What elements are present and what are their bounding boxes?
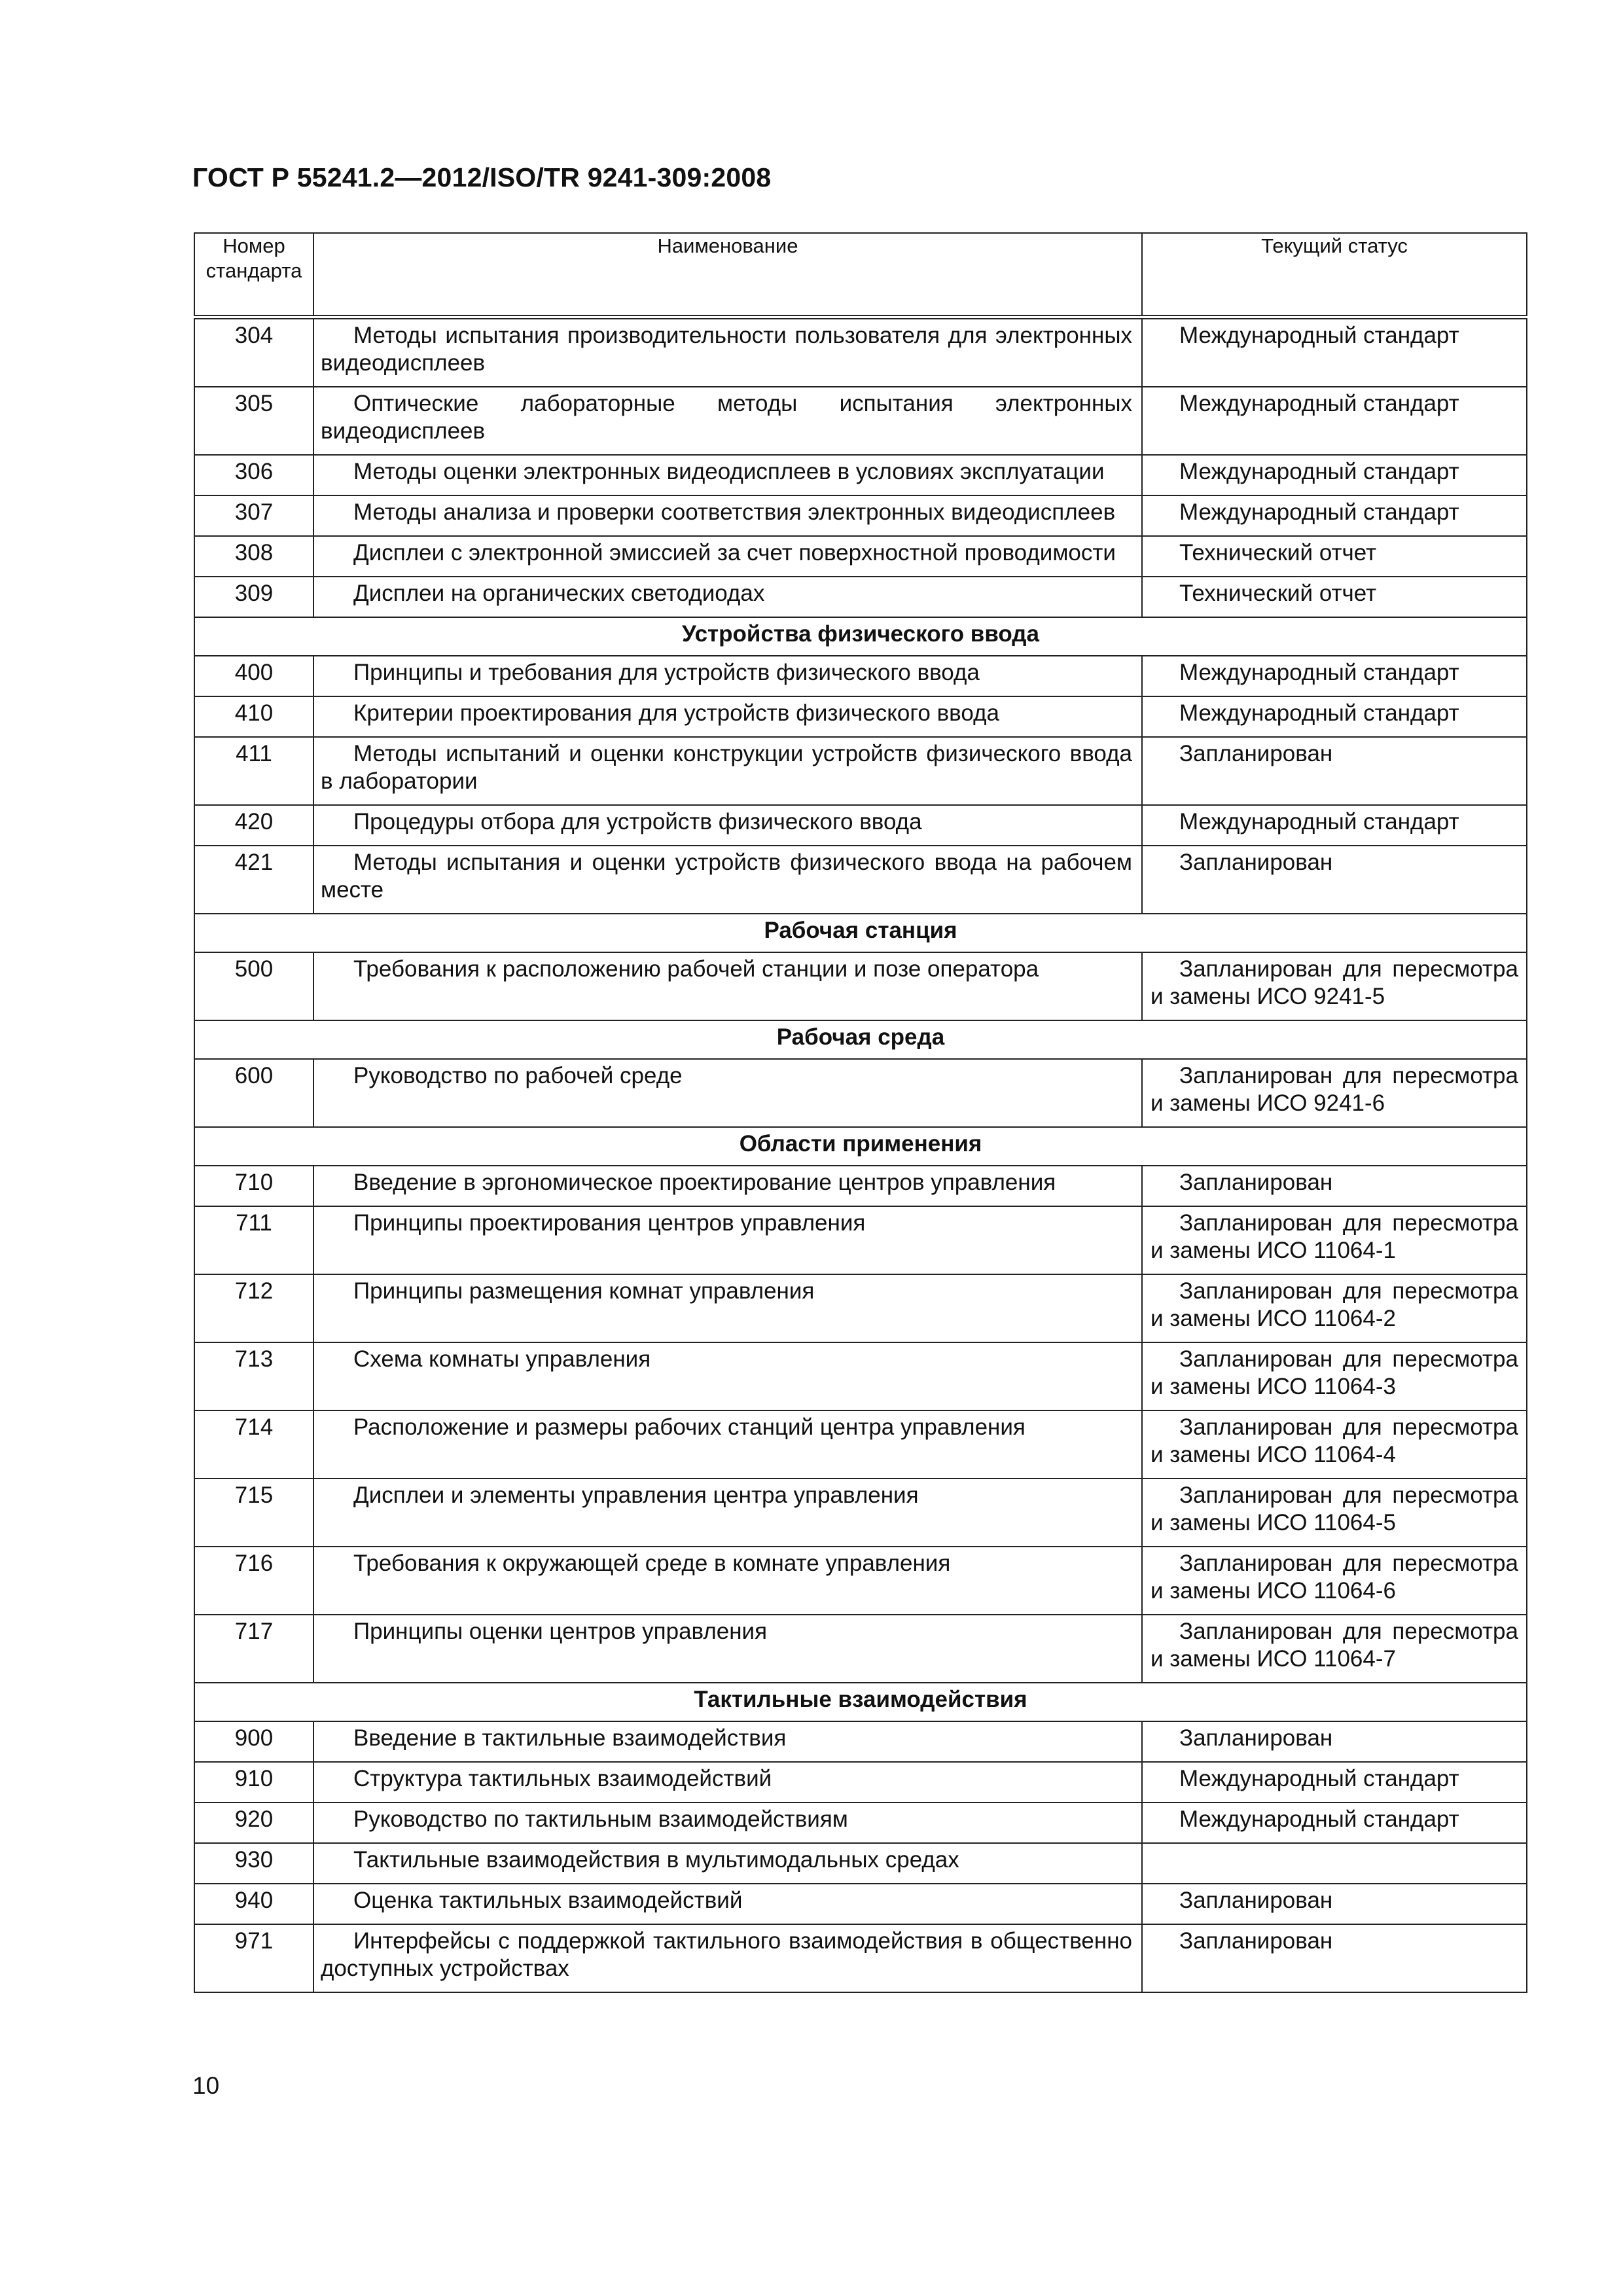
page-number: 10 [192,2072,220,2099]
standard-status-text: Запланирован [1179,850,1333,875]
section-title: Области применения [194,1127,1527,1166]
standard-status-text: Международный стандарт [1179,391,1459,416]
table-row [194,1884,1527,1924]
table-row [194,1206,1527,1274]
standard-status [1142,495,1527,536]
standard-status-text: Запланирован [1179,741,1333,766]
standard-name [313,1843,1142,1884]
standard-name-text: Принципы оценки центров управления [353,1619,768,1644]
standard-status [1142,1924,1527,1992]
standard-number: 421 [194,846,313,914]
standard-name [313,1410,1142,1479]
standard-status [1142,455,1527,495]
group-applications [194,1166,1527,1683]
standard-status [1142,1615,1527,1683]
table-row [194,1803,1527,1843]
standard-status [1142,1274,1527,1342]
standard-status [1142,577,1527,617]
standard-name-text: Тактильные взаимодействия в мультимодальных средах [353,1847,959,1873]
standard-status [1142,1206,1527,1274]
table-row [194,696,1527,737]
section-workstation [194,914,1527,952]
standard-number: 410 [194,696,313,737]
standard-status [1142,317,1527,387]
standard-status [1142,1342,1527,1410]
table-row [194,1924,1527,1992]
standard-status [1142,536,1527,577]
section-row [194,914,1527,952]
standard-name [313,1166,1142,1206]
standard-status-text: Запланирован для пересмотра и замены ИСО 11064-7 [1150,1619,1518,1672]
standard-name-text: Методы оценки электронных видеодисплеев в условиях эксплуатации [353,459,1105,484]
standard-number: 716 [194,1547,313,1615]
standard-status [1142,656,1527,696]
standard-name-text: Требования к окружающей среде в комнате управления [353,1551,951,1576]
standard-number: 710 [194,1166,313,1206]
table-row [194,1762,1527,1803]
table-row [194,1059,1527,1127]
standard-name-text: Введение в тактильные взаимодействия [353,1725,787,1751]
standard-name [313,737,1142,805]
group-environment [194,1059,1527,1127]
standard-status-text: Запланирован для пересмотра и замены ИСО 11064-6 [1150,1551,1518,1604]
table-row [194,1721,1527,1762]
standard-status [1142,1547,1527,1615]
standard-name [313,455,1142,495]
standard-name [313,1479,1142,1547]
standard-status-text: Запланирован для пересмотра и замены ИСО 11064-5 [1150,1482,1518,1535]
group-displays [194,317,1527,618]
standard-name [313,1274,1142,1342]
standard-status [1142,1762,1527,1803]
standard-name [313,1547,1142,1615]
table-row [194,1274,1527,1342]
standard-name-text: Принципы и требования для устройств физического ввода [353,660,980,685]
standard-status [1142,1479,1527,1547]
standard-name-text: Дисплеи с электронной эмиссией за счет поверхностной проводимости [353,540,1116,565]
standard-name [313,846,1142,914]
standard-number: 500 [194,952,313,1020]
standard-number: 309 [194,577,313,617]
standard-name-text: Методы испытания и оценки устройств физического ввода на рабочем месте [321,850,1132,903]
standard-status-text: Международный стандарт [1179,809,1459,834]
standard-name [313,656,1142,696]
table-row [194,455,1527,495]
standard-status-text: Международный стандарт [1179,459,1459,484]
standard-status-text: Международный стандарт [1179,660,1459,685]
standards-table [194,232,1527,1993]
standard-name [313,1884,1142,1924]
standard-status-text: Международный стандарт [1179,1806,1459,1832]
table-row [194,317,1527,387]
standard-status-text: Международный стандарт [1179,499,1459,525]
standard-status-text: Международный стандарт [1179,323,1459,348]
standard-status [1142,737,1527,805]
standard-status-text: Технический отчет [1179,540,1377,565]
standard-status [1142,1803,1527,1843]
standard-status [1142,1059,1527,1127]
standard-number: 930 [194,1843,313,1884]
standard-name-text: Дисплеи и элементы управления центра управления [353,1482,919,1508]
standard-status-text: Международный стандарт [1179,700,1459,726]
standard-name [313,577,1142,617]
standard-status [1142,1884,1527,1924]
section-title: Рабочая станция [194,914,1527,952]
standard-status-text: Запланирован [1179,1928,1333,1954]
group-input-devices [194,656,1527,914]
table-row [194,387,1527,455]
standard-number: 713 [194,1342,313,1410]
section-row [194,1127,1527,1166]
standard-status-text: Запланирован [1179,1888,1333,1913]
standard-name [313,1615,1142,1683]
standard-number: 306 [194,455,313,495]
standard-name-text: Принципы размещения комнат управления [353,1278,815,1304]
section-applications [194,1127,1527,1166]
standard-name-text: Структура тактильных взаимодействий [353,1766,772,1791]
standard-name-text: Схема комнаты управления [353,1346,651,1372]
table-row [194,952,1527,1020]
header-status: Текущий статус [1142,233,1527,317]
table-row [194,1166,1527,1206]
standard-name-text: Введение в эргономическое проектирование центров управления [353,1170,1056,1195]
standard-number: 305 [194,387,313,455]
standard-name [313,495,1142,536]
standard-name-text: Интерфейсы с поддержкой тактильного взаимодействия в общественно доступных устройствах [321,1928,1132,1981]
standard-status [1142,1843,1527,1884]
standard-number: 715 [194,1479,313,1547]
standard-name [313,805,1142,846]
standard-number: 940 [194,1884,313,1924]
standard-number: 910 [194,1762,313,1803]
standard-status [1142,1166,1527,1206]
standard-status [1142,387,1527,455]
section-input-devices [194,617,1527,656]
standard-number: 400 [194,656,313,696]
standard-name-text: Дисплеи на органических светодиодах [353,581,765,606]
group-haptic [194,1721,1527,1992]
standard-number: 308 [194,536,313,577]
section-title: Устройства физического ввода [194,617,1527,656]
table-row [194,577,1527,617]
standard-status [1142,846,1527,914]
standard-name [313,1206,1142,1274]
group-workstation [194,952,1527,1020]
section-row [194,617,1527,656]
standard-name-text: Расположение и размеры рабочих станций центра управления [353,1414,1026,1440]
standard-number: 712 [194,1274,313,1342]
standard-name-text: Руководство по рабочей среде [353,1063,683,1088]
table-row [194,1342,1527,1410]
table-header-row [194,233,1527,317]
standard-name [313,1803,1142,1843]
standard-name [313,536,1142,577]
section-row [194,1683,1527,1721]
standard-name [313,696,1142,737]
standard-number: 420 [194,805,313,846]
standard-number: 600 [194,1059,313,1127]
standard-status-text: Запланирован для пересмотра и замены ИСО 11064-4 [1150,1414,1518,1467]
standard-status [1142,805,1527,846]
standard-name [313,387,1142,455]
standard-name-text: Оптические лабораторные методы испытания электронных видеодисплеев [321,391,1132,444]
standard-status [1142,696,1527,737]
standard-status [1142,1721,1527,1762]
standard-status-text: Международный стандарт [1179,1766,1459,1791]
standard-status [1142,1410,1527,1479]
standard-number: 714 [194,1410,313,1479]
standard-name [313,317,1142,387]
standard-status-text: Технический отчет [1179,581,1377,606]
standard-number: 711 [194,1206,313,1274]
section-title: Тактильные взаимодействия [194,1683,1527,1721]
table-row [194,536,1527,577]
standard-number: 307 [194,495,313,536]
standard-status-text: Запланирован для пересмотра и замены ИСО 11064-2 [1150,1278,1518,1331]
table-row [194,1843,1527,1884]
standard-name [313,1762,1142,1803]
table-row [194,846,1527,914]
table-row [194,656,1527,696]
table-row [194,1479,1527,1547]
standard-number: 717 [194,1615,313,1683]
table-row [194,1615,1527,1683]
table-row [194,1547,1527,1615]
standard-name [313,1342,1142,1410]
standard-number: 900 [194,1721,313,1762]
section-haptic [194,1683,1527,1721]
standard-name [313,952,1142,1020]
standard-name-text: Методы испытания производительности пользователя для электронных видеодисплеев [321,323,1132,376]
standard-name-text: Процедуры отбора для устройств физического ввода [353,809,922,834]
standard-status-text: Запланирован [1179,1725,1333,1751]
standard-name [313,1059,1142,1127]
standard-status-text: Запланирован для пересмотра и замены ИСО 9241-6 [1150,1063,1518,1116]
table-row [194,805,1527,846]
standard-name-text: Методы анализа и проверки соответствия электронных видеодисплеев [353,499,1116,525]
standard-name-text: Требования к расположению рабочей станции и позе оператора [353,956,1039,982]
section-title: Рабочая среда [194,1020,1527,1059]
table-row [194,737,1527,805]
standard-name [313,1924,1142,1992]
section-row [194,1020,1527,1059]
standard-status-text: Запланирован для пересмотра и замены ИСО 11064-1 [1150,1210,1518,1263]
table-row [194,1410,1527,1479]
standard-status-text: Запланирован для пересмотра и замены ИСО 11064-3 [1150,1346,1518,1399]
standard-name-text: Оценка тактильных взаимодействий [353,1888,743,1913]
table-row [194,495,1527,536]
standard-name-text: Критерии проектирования для устройств физического ввода [353,700,999,726]
standard-number: 971 [194,1924,313,1992]
section-environment [194,1020,1527,1059]
standard-status [1142,952,1527,1020]
header-name: Наименование [313,233,1142,317]
standard-name-text: Принципы проектирования центров управления [353,1210,866,1236]
header-number: Номер стандарта [194,233,313,317]
standard-status-text: Запланирован [1179,1170,1333,1195]
standard-status-text: Запланирован для пересмотра и замены ИСО 9241-5 [1150,956,1518,1009]
standard-name-text: Руководство по тактильным взаимодействиям [353,1806,848,1832]
standard-number: 411 [194,737,313,805]
document-title: ГОСТ Р 55241.2—2012/ISO/TR 9241-309:2008 [192,162,772,192]
standard-name [313,1721,1142,1762]
standard-number: 920 [194,1803,313,1843]
standard-name-text: Методы испытаний и оценки конструкции устройств физического ввода в лаборатории [321,741,1132,794]
standard-number: 304 [194,317,313,387]
